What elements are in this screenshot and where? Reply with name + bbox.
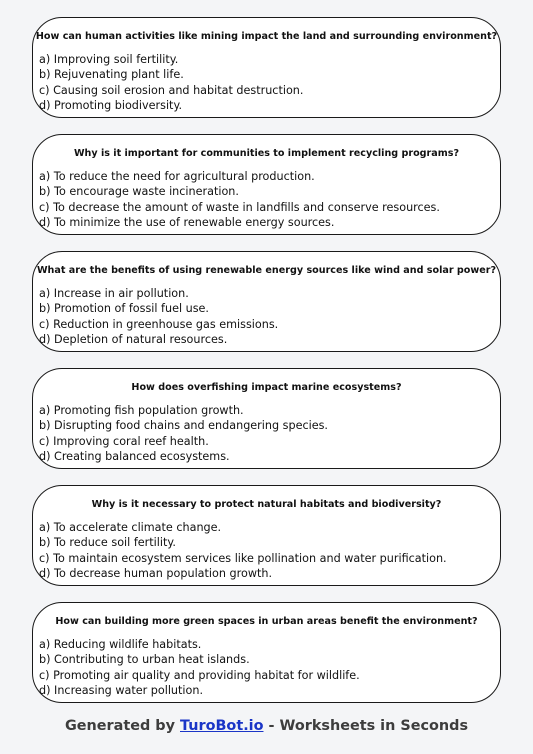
answer-option-a: a) Improving soil fertility. — [39, 53, 179, 66]
answer-option-d: d) Promoting biodiversity. — [39, 98, 183, 112]
answer-option-a: a) To reduce the need for agricultural production. — [39, 170, 315, 183]
answer-option-d: d) To minimize the use of renewable energy sources. — [39, 215, 335, 229]
answer-option-c: c) To decrease the amount of waste in landfills and conserve resources. — [39, 200, 440, 214]
question-card-2 — [32, 134, 501, 235]
answer-option-d: d) To decrease human population growth. — [39, 566, 273, 580]
answer-options — [39, 52, 303, 113]
answer-option-d: d) Increasing water pollution. — [39, 683, 204, 697]
answer-option-a: a) Promoting fish population growth. — [39, 404, 244, 417]
answer-option-a: a) To accelerate climate change. — [39, 521, 222, 534]
footer-credit — [0, 718, 533, 734]
question-text: What are the benefits of using renewable energy sources like wind and solar power? — [36, 265, 497, 276]
footer-prefix: Generated by — [64, 718, 180, 734]
answer-option-d: d) Creating balanced ecosystems. — [39, 449, 230, 463]
question-text: Why is it necessary to protect natural habitats and biodiversity? — [91, 499, 442, 510]
question-card-1 — [32, 17, 501, 118]
question-text: How can human activities like mining impact the land and surrounding environment? — [35, 31, 498, 42]
question-text: How does overfishing impact marine ecosystems? — [131, 382, 402, 393]
answer-option-c: c) To maintain ecosystem services like pollination and water purification. — [39, 551, 447, 565]
answer-options — [39, 286, 278, 347]
question-card-3 — [32, 251, 501, 352]
question-card-4 — [32, 368, 501, 469]
answer-option-b: b) To encourage waste incineration. — [39, 185, 239, 199]
answer-option-d: d) Depletion of natural resources. — [39, 332, 228, 346]
question-card-5 — [32, 485, 501, 586]
answer-option-a: a) Increase in air pollution. — [39, 287, 189, 300]
answer-options — [39, 520, 447, 581]
answer-option-c: c) Reduction in greenhouse gas emissions. — [39, 317, 279, 331]
answer-options — [39, 403, 328, 464]
answer-options — [39, 637, 360, 698]
question-text: How can building more green spaces in urban areas benefit the environment? — [55, 616, 478, 627]
answer-option-b: b) To reduce soil fertility. — [39, 536, 176, 550]
answer-option-b: b) Disrupting food chains and endangering species. — [39, 419, 328, 433]
answer-option-b: b) Promotion of fossil fuel use. — [39, 302, 209, 316]
answer-option-b: b) Rejuvenating plant life. — [39, 68, 184, 82]
footer-suffix: - Worksheets in Seconds — [263, 718, 469, 734]
answer-option-a: a) Reducing wildlife habitats. — [39, 638, 202, 651]
answer-options — [39, 169, 440, 230]
answer-option-c: c) Causing soil erosion and habitat destruction. — [39, 83, 304, 97]
turobot-link[interactable]: TuroBot.io — [180, 718, 264, 734]
answer-option-c: c) Improving coral reef health. — [39, 434, 209, 448]
question-text: Why is it important for communities to implement recycling programs? — [73, 148, 460, 159]
answer-option-c: c) Promoting air quality and providing habitat for wildlife. — [39, 668, 360, 682]
question-card-6 — [32, 602, 501, 703]
answer-option-b: b) Contributing to urban heat islands. — [39, 653, 250, 667]
